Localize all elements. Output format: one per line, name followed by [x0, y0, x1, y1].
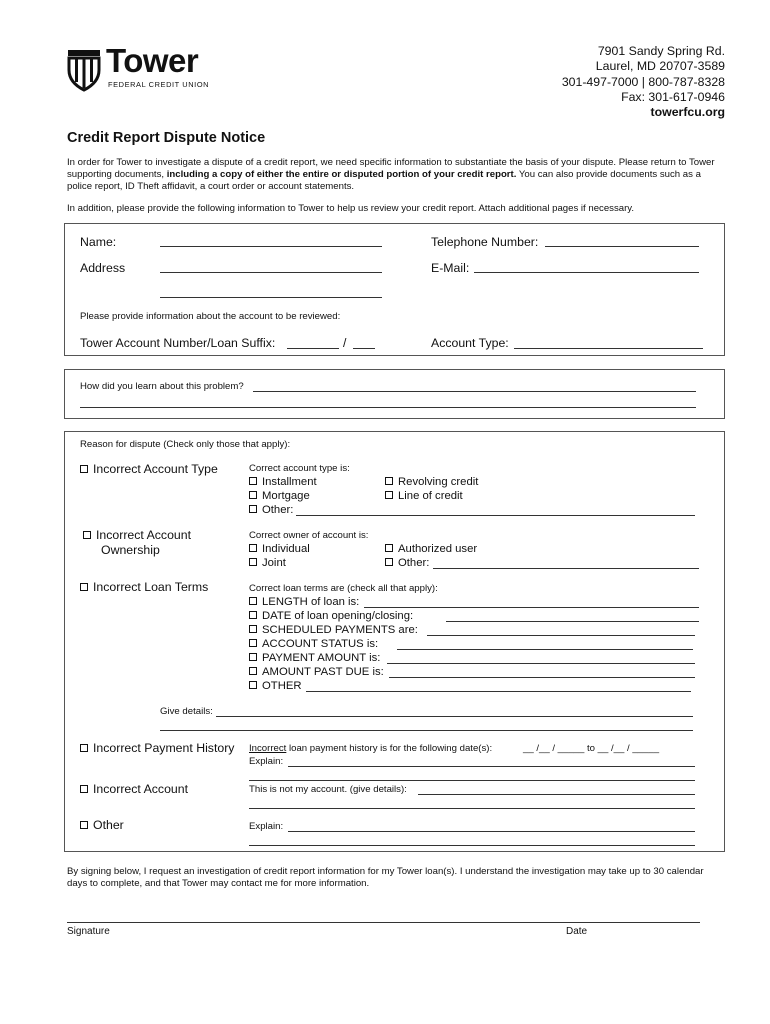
option-line-of-credit[interactable]: Line of credit: [385, 490, 463, 502]
account-prompt: Please provide information about the account to be reviewed:: [80, 311, 341, 322]
loan-term-length[interactable]: LENGTH of loan is:: [249, 596, 359, 608]
option-installment[interactable]: Installment: [249, 476, 317, 488]
tower-logo: [66, 42, 226, 92]
loan-term-payment-amount[interactable]: PAYMENT AMOUNT is:: [249, 652, 380, 664]
payment-explain-field-2[interactable]: [249, 780, 695, 781]
checkbox[interactable]: [80, 465, 88, 473]
option-other-account-type[interactable]: Other:: [249, 504, 293, 516]
give-details-label: Give details:: [160, 706, 213, 717]
learn-field-2[interactable]: [80, 407, 696, 408]
payment-explain-field-1[interactable]: [288, 766, 695, 767]
scheduled-payments-field[interactable]: [427, 635, 695, 636]
address-line: Laurel, MD 20707-3589: [595, 59, 725, 74]
give-details-field-1[interactable]: [216, 716, 693, 717]
option-revolving-credit[interactable]: Revolving credit: [385, 476, 478, 488]
reason-ownership[interactable]: Incorrect Account: [83, 528, 191, 542]
other-explain-field-1[interactable]: [288, 831, 695, 832]
checkbox[interactable]: [80, 785, 88, 793]
reason-incorrect-account[interactable]: Incorrect Account: [80, 782, 188, 796]
learn-question: How did you learn about this problem?: [80, 381, 244, 392]
option-other-owner[interactable]: Other:: [385, 557, 429, 569]
amount-past-due-field[interactable]: [389, 677, 695, 678]
other-account-type-field[interactable]: [296, 515, 695, 516]
phone-line: 301-497-7000 | 800-787-8328: [561, 74, 725, 89]
address-label: Address: [80, 261, 126, 275]
account-type-field[interactable]: [514, 348, 703, 349]
email-field[interactable]: [474, 272, 699, 273]
name-label: Name:: [80, 235, 117, 249]
option-joint[interactable]: Joint: [249, 557, 286, 569]
address-field-2[interactable]: [160, 297, 382, 298]
account-number-field[interactable]: [287, 348, 339, 349]
learn-section: [64, 369, 725, 419]
payment-history-explain: Explain:: [249, 756, 284, 767]
loan-length-field[interactable]: [364, 607, 699, 608]
email-label: E-Mail:: [431, 261, 470, 275]
tower-shield-icon: [66, 46, 102, 92]
page-title: Credit Report Dispute Notice: [67, 130, 266, 146]
checkbox[interactable]: [80, 744, 88, 752]
account-status-field[interactable]: [397, 649, 693, 650]
learn-field-1[interactable]: [253, 391, 696, 392]
other-owner-field[interactable]: [433, 568, 699, 569]
name-field[interactable]: [160, 246, 382, 247]
loan-term-other[interactable]: OTHER: [249, 680, 302, 692]
closing-statement: By signing below, I request an investigation of credit report information for my Tower loan(s). I understand the investigation may take up to 30 calendar days to complete, and that Tower may contact me for more information.: [67, 866, 704, 890]
address-line: 7901 Sandy Spring Rd.: [597, 44, 725, 58]
intro-paragraph-2: In addition, please provide the following information to Tower to help us review your credit report. Attach additional pages if necessary.: [67, 203, 635, 214]
give-details-field-2[interactable]: [160, 730, 693, 731]
option-mortgage[interactable]: Mortgage: [249, 490, 310, 502]
loan-date-field[interactable]: [446, 621, 699, 622]
other-explain: Explain:: [249, 821, 284, 832]
loan-term-account-status[interactable]: ACCOUNT STATUS is:: [249, 638, 378, 650]
account-type-sub: Correct account type is:: [249, 463, 350, 474]
reason-other[interactable]: Other: [80, 818, 124, 832]
loan-term-date[interactable]: DATE of loan opening/closing:: [249, 610, 413, 622]
loan-other-field[interactable]: [306, 691, 691, 692]
signature-label: Signature: [67, 926, 110, 937]
incorrect-account-text: This is not my account. (give details):: [249, 784, 407, 795]
option-individual[interactable]: Individual: [249, 543, 310, 555]
reason-payment-history[interactable]: Incorrect Payment History: [80, 741, 234, 755]
date-label: Date: [566, 926, 588, 937]
reason-account-type[interactable]: Incorrect Account Type: [80, 462, 218, 476]
account-slash: /: [343, 336, 347, 350]
reason-ownership-line-2: Ownership: [101, 543, 160, 557]
loan-term-scheduled-payments[interactable]: SCHEDULED PAYMENTS are:: [249, 624, 418, 636]
incorrect-account-field-2[interactable]: [249, 808, 695, 809]
account-number-label: Tower Account Number/Loan Suffix:: [80, 336, 276, 350]
checkbox[interactable]: [83, 531, 91, 539]
address-block: [562, 44, 725, 120]
payment-history-text: Incorrect loan payment history is for the following date(s):: [249, 743, 493, 754]
incorrect-account-field-1[interactable]: [418, 794, 695, 795]
logo-subtitle: FEDERAL CREDIT UNION: [108, 80, 210, 89]
other-explain-field-2[interactable]: [249, 845, 695, 846]
account-type-label: Account Type:: [431, 336, 509, 350]
checkbox[interactable]: [80, 583, 88, 591]
payment-amount-field[interactable]: [387, 663, 695, 664]
address-field-1[interactable]: [160, 272, 382, 273]
reasons-heading: Reason for dispute (Check only those that apply):: [80, 439, 291, 450]
option-authorized-user[interactable]: Authorized user: [385, 543, 477, 555]
reason-loan-terms[interactable]: Incorrect Loan Terms: [80, 580, 208, 594]
ownership-sub: Correct owner of account is:: [249, 530, 369, 541]
signature-line[interactable]: [67, 922, 700, 923]
telephone-label: Telephone Number:: [431, 235, 539, 249]
checkbox[interactable]: [80, 821, 88, 829]
loan-suffix-field[interactable]: [353, 348, 375, 349]
logo-wordmark: Tower: [106, 42, 199, 79]
website: towerfcu.org: [650, 105, 725, 120]
loan-terms-sub: Correct loan terms are (check all that apply):: [249, 583, 438, 594]
loan-term-amount-past-due[interactable]: AMOUNT PAST DUE is:: [249, 666, 384, 678]
telephone-field[interactable]: [545, 246, 699, 247]
intro-paragraph: In order for Tower to investigate a dispute of a credit report, we need specific information to substantiate the basis of your dispute. Please return to Tower supporting documents, including a copy of either the entire or disputed portion of your credit report. You can also provide documents such as a police report, ID Theft affidavit, a court order or account statements.: [67, 157, 715, 193]
fax-line: Fax: 301-617-0946: [621, 89, 725, 104]
payment-history-dates[interactable]: __ /__ / _____ to __ /__ / _____: [523, 743, 660, 754]
